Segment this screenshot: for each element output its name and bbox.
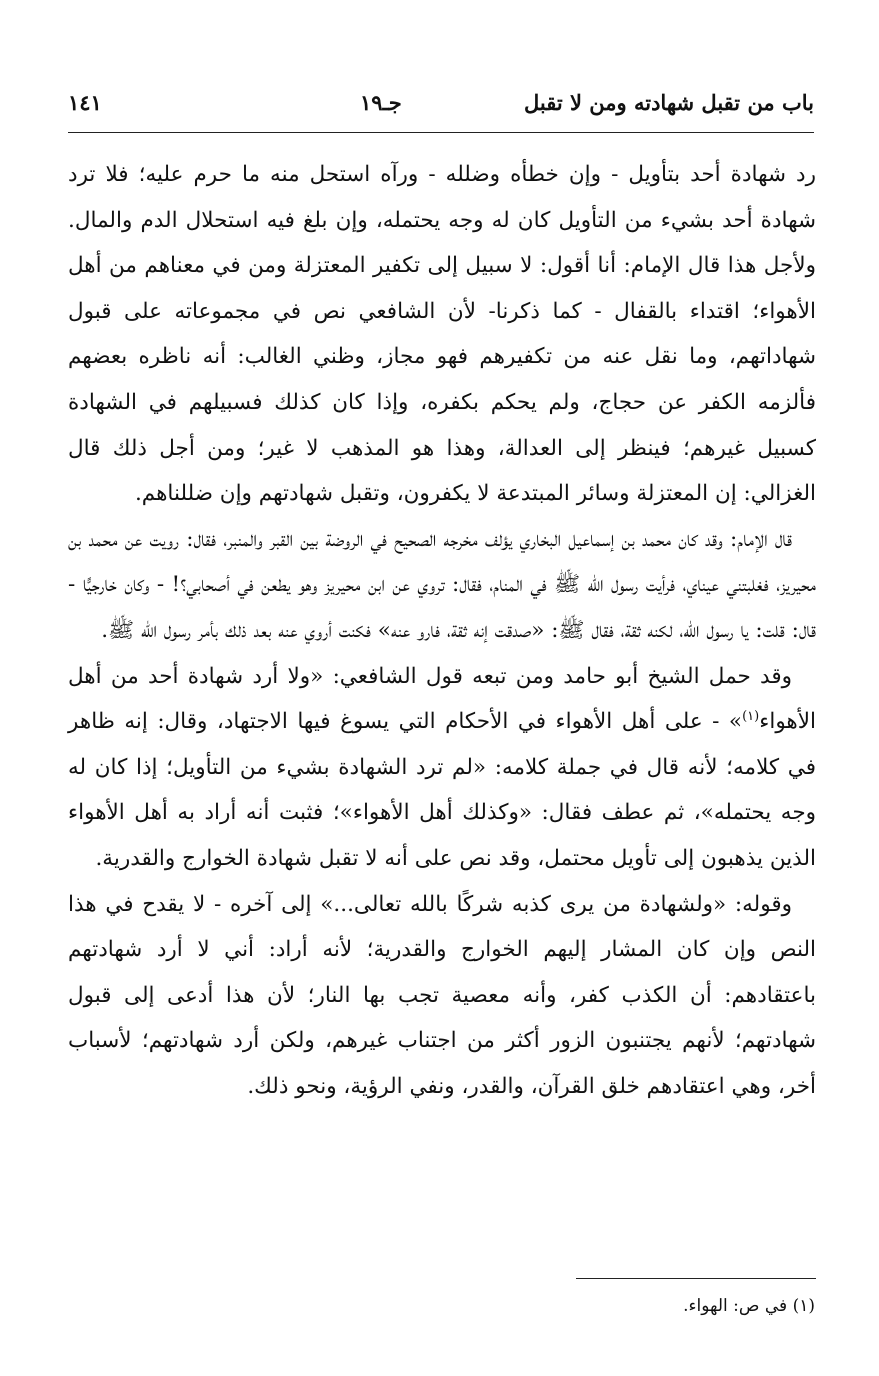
footnote-divider [576, 1278, 816, 1279]
page-number: ١٤١ [68, 90, 102, 115]
footnote [683, 1296, 815, 1316]
running-header [68, 88, 814, 133]
paragraph-1 [68, 152, 816, 517]
paragraph-4-text: وقوله: «ولشهادة من يرى كذبه شركًا بالله تعالى...» إلى آخره - لا يقدح في هذا النص وإن كان المشار إليهم الخوارج والقدرية؛ لأنه أراد: أني لا أرد شهادتهم باعتقادهم: أن الكذب كفر، وأنه معصية تجب بها النار؛ لأن هذا أدعى إلى قبول شهادتهم؛ لأنهم يجتنبون الزور أكثر من اجتناب غيرهم، ولكن أرد شهادتهم؛ لأسباب أخر، وهي اعتقادهم خلق القرآن، والقدر، ونفي الرؤية، ونحو ذلك. [68, 891, 816, 1099]
footnote-text: في ص: الهواء. [683, 1296, 788, 1316]
paragraph-3-text-a: وقد حمل الشيخ أبو حامد ومن تبعه قول الشافعي: «ولا أرد شهادة أحد من أهل الأهواء [68, 663, 816, 735]
paragraph-1-text: رد شهادة أحد بتأويل - وإن خطأه وضلله - ورآه استحل منه ما حرم عليه؛ فلا ترد شهادة أحد بشيء من التأويل كان له وجه يحتمله، وإن بلغ فيه استحلال الدم والمال. ولأجل هذا قال الإمام: أنا أقول: لا سبيل إلى تكفير المعتزلة ومن في معناهم من أهل الأهواء؛ اقتداء بالقفال - كما ذكرنا- لأن الشافعي نص في مجموعاته على قبول شهاداتهم، وما نقل عنه من تكفيرهم فهو مجاز، وظني الغالب: أنه ناظره بعضهم فألزمه الكفر عن حجاج، ولم يحكم بكفره، وإذا كان كذلك فسبيلهم في الشهادة كسبيل غيرهم؛ فينظر إلى العدالة، وهذا هو المذهب لا غير؛ ومن أجل ذلك قال الغزالي: إن المعتزلة وسائر المبتدعة لا يكفرون، وتقبل شهادتهم وإن ضللناهم. [68, 162, 816, 507]
paragraph-2-text: قال الإمام: وقد كان محمد بن إسماعيل البخاري يؤلف مخرجه الصحيح في الروضة بين القبر والمنبر، فقال: رويت عن محمد بن محيريز، فغلبتني عيناي، فرأيت رسول الله ﷺ في المنام، فقال: تروي عن ابن محيريز وهو يطعن في أصحابي؟! - وكان خارجيًّا - قال: قلت: يا رسول الله، لكنه ثقة، فقال ﷺ: «صدقت إنه ثقة، فارو عنه» فكنت أروي عنه بعد ذلك بأمر رسول الله ﷺ. [68, 526, 816, 643]
footnote-reference[interactable]: (١) [742, 708, 760, 724]
chapter-title: باب من تقبل شهادته ومن لا تقبل [523, 90, 814, 115]
footnote-marker: (١) [792, 1296, 815, 1316]
paragraph-3 [68, 654, 816, 882]
paragraph-4 [68, 882, 816, 1110]
paragraph-2 [68, 517, 816, 654]
paragraph-3-text-b: » - على أهل الأهواء في الأحكام التي يسوغ فيها الاجتهاد، وقال: إنه ظاهر في كلامه؛ لأنه قال في جملة كلامه: «لم ترد الشهادة بشيء من التأويل؛ إذا كان له وجه يحتمله»، ثم عطف فقال: «وكذلك أهل الأهواء»؛ فثبت أنه أراد به أهل الأهواء الذين يذهبون إلى تأويل محتمل، وقد نص على أنه لا تقبل شهادة الخوارج والقدرية. [68, 709, 816, 871]
volume-number: جـ١٩ [360, 90, 402, 115]
main-text [68, 152, 816, 1109]
